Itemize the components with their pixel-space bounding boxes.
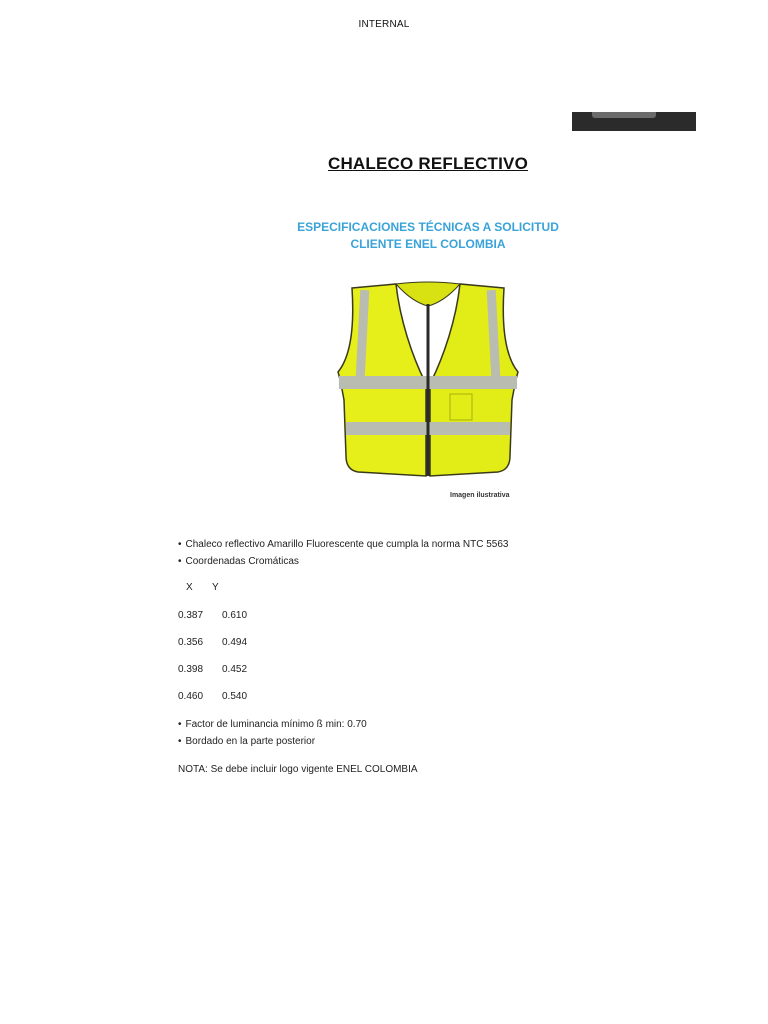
document-subtitle [0,219,768,253]
coordinate-row [178,602,247,629]
spec-item: • Bordado en la parte posterior [178,733,367,750]
coordinate-x: 0.356 [178,637,204,648]
logo-mark [592,112,656,118]
spec-item: • Coordenadas Cromáticas [178,553,508,570]
coordinate-y: 0.610 [222,610,248,621]
coordinate-row [178,683,247,710]
coordinate-x: 0.387 [178,610,204,621]
company-logo [572,112,696,131]
note-text: NOTA: Se debe incluir logo vigente ENEL COLOMBIA [178,764,418,775]
coordinate-x: 0.460 [178,691,204,702]
spec-item: • Factor de luminancia mínimo ß min: 0.70 [178,716,367,733]
subtitle-line-1: ESPECIFICACIONES TÉCNICAS A SOLICITUD [297,220,559,234]
coordinate-y: 0.494 [222,637,248,648]
subtitle-line-2: CLIENTE ENEL COLOMBIA [350,237,506,251]
coordinate-row [178,629,247,656]
document-title: CHALECO REFLECTIVO [327,154,529,173]
coordinate-y: 0.452 [222,664,248,675]
classification-label: INTERNAL [358,19,410,30]
spec-list-top [178,536,508,570]
coordinates-header-y: Y [212,582,219,593]
reflective-vest-image [334,280,522,480]
image-caption: Imagen ilustrativa [450,492,510,499]
vest-collar [396,282,460,306]
coordinates-header-x: X [186,582,193,593]
coordinate-y: 0.540 [222,691,248,702]
coordinate-x: 0.398 [178,664,204,675]
coordinates-table [178,602,247,710]
coordinate-row [178,656,247,683]
spec-list-bottom [178,716,367,750]
coordinates-header [186,582,219,593]
spec-item: • Chaleco reflectivo Amarillo Fluorescente que cumpla la norma NTC 5563 [178,536,508,553]
